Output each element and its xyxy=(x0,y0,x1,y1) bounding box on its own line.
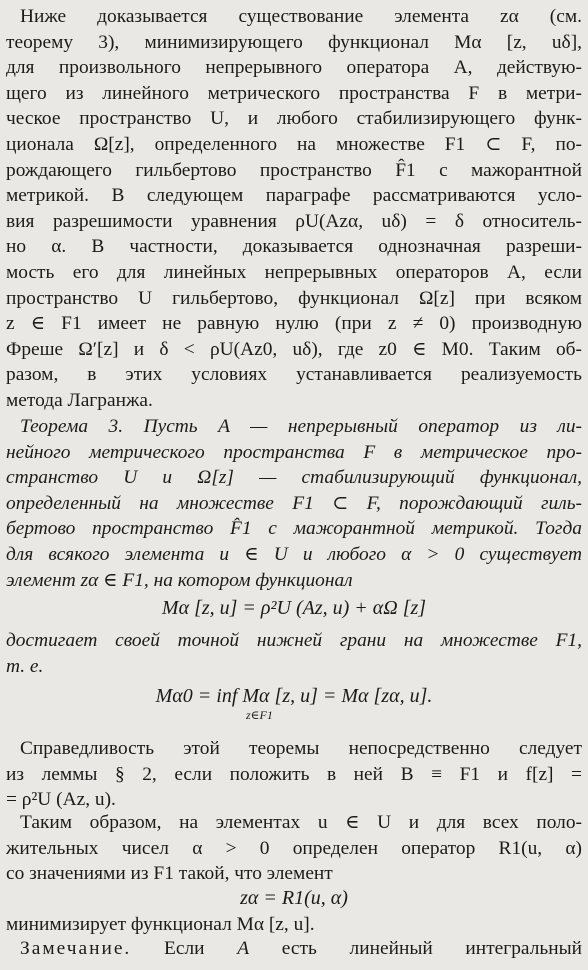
text-line: для произвольного непрерывного оператора A, действую- xyxy=(6,57,582,79)
text-line: Фреше Ω′[z] и δ < ρU(Az0, uδ), где z0 ∈ M0. Таким об- xyxy=(6,338,582,360)
text-line: метрикой. В следующем параграфе рассматриваются усло- xyxy=(6,185,582,207)
paragraph-minimizes xyxy=(6,912,582,938)
text-line: Справедливость этой теоремы непосредственно следует xyxy=(20,738,582,759)
paragraph-operator xyxy=(6,810,582,887)
text-line: вия разрешимости уравнения ρU(Azα, uδ) = δ относитель- xyxy=(6,210,582,232)
paragraph-infimum xyxy=(6,628,582,679)
text-line: элемент zα ∈ F1, на котором функционал xyxy=(6,569,353,591)
text-line: т. е. xyxy=(6,655,44,677)
formula-infimum: Mα0 = inf Mα [z, u] = Mα [zα, u]. xyxy=(155,685,433,707)
text-line: ционала Ω[z], определенного на множестве F1 ⊂ F, по- xyxy=(6,133,582,155)
text-line: z ∈ F1 имеет не равную нулю (при z ≠ 0) производную xyxy=(6,313,582,335)
theorem-3 xyxy=(6,414,582,593)
text-line: нейного метрического пространства F в метрическое про- xyxy=(6,441,582,463)
text-line: достигает своей точной нижней грани на множестве F1, xyxy=(6,630,582,651)
text-line: Ниже доказывается существование элемента zα (см. xyxy=(20,6,582,27)
text-line: Теорема 3. Пусть A — непрерывный оператор из ли- xyxy=(20,416,582,437)
text-line: теорему 3), минимизирующего функционал Mα [z, uδ], xyxy=(6,31,582,53)
text-line: из леммы § 2, если положить в ней B ≡ F1 и f[z] = xyxy=(6,763,582,785)
text-line: рождающего гильбертово пространство F̂1 с мажорантной xyxy=(6,159,582,181)
text-line: мость его для линейных непрерывных операторов A, если xyxy=(6,261,582,283)
text-line: Замечание. Если A есть линейный интегральный xyxy=(20,938,582,959)
text-line: странство U и Ω[z] — стабилизирующий функционал, xyxy=(6,467,582,489)
text-line: пространство U гильбертово, функционал Ω[z] при всяком xyxy=(6,287,582,309)
text-line: со значениями из F1 такой, что элемент xyxy=(6,863,333,885)
text-line: но α. В частности, доказывается однозначная разреши- xyxy=(6,236,582,258)
text-line: Таким образом, на элементах u ∈ U и для всех поло- xyxy=(20,812,582,833)
text-line: разом, в этих условиях устанавливается реализуемость xyxy=(6,364,582,386)
text-line: ческое пространство U, и любого стабилизирующего функ- xyxy=(6,108,582,130)
text-line: щего из линейного метрического пространства F в метри- xyxy=(6,82,582,104)
text-line: определенный на множестве F1 ⊂ F, порождающий гиль- xyxy=(6,492,582,514)
paragraph-justification xyxy=(6,736,582,813)
text-line: минимизирует функционал Mα [z, u]. xyxy=(6,914,315,935)
formula-infimum-subscript: z∈F1 xyxy=(246,708,273,722)
formula-functional: Mα [z, u] = ρ²U (Az, u) + αΩ [z] xyxy=(161,597,427,619)
remark-heading: Замечание. xyxy=(20,938,132,959)
remark xyxy=(6,936,582,962)
text-line: для всякого элемента u ∈ U и любого α > 0 существует xyxy=(6,543,582,565)
formula-operator: zα = R1(u, α) xyxy=(240,887,348,909)
text-line: метода Лагранжа. xyxy=(6,389,153,411)
paragraph-intro xyxy=(6,4,582,414)
text-line: жительных чисел α > 0 определен оператор R1(u, α) xyxy=(6,837,582,859)
text-line: бертово пространство F̂1 с мажорантной метрикой. Тогда xyxy=(6,518,582,540)
text-line: = ρ²U (Az, u). xyxy=(6,789,116,811)
